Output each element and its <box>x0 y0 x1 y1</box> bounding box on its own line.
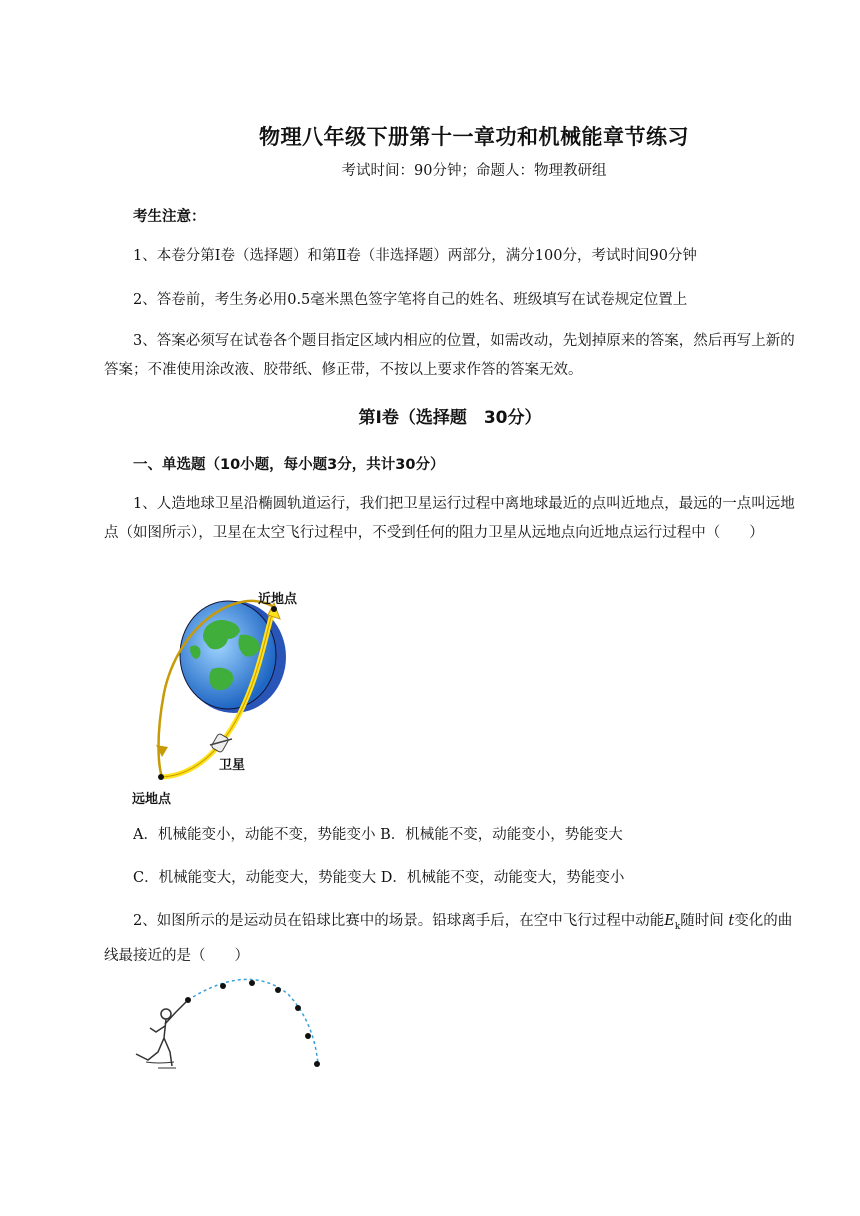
shot-position-5 <box>295 1005 301 1011</box>
shot-put-illustration <box>128 972 328 1074</box>
satellite-orbit-figure <box>128 585 318 805</box>
notice-item-2: 2、答卷前，考生务必用0.5毫米黑色签字笔将自己的姓名、班级填写在试卷规定位置上 <box>133 292 688 308</box>
perigee-label: 近地点 <box>258 592 298 607</box>
shot-position-4 <box>275 987 281 993</box>
ek-subscript: k <box>674 921 681 932</box>
question-2-stem-part2: 随时间 <box>680 913 724 929</box>
question-2-stem-part3: 变化的曲线最接近的是（ ） <box>104 913 793 964</box>
shot-position-6 <box>305 1033 311 1039</box>
trajectory-curve <box>188 979 318 1064</box>
exam-info: 考试时间：90分钟；命题人：物理教研组 <box>341 163 607 179</box>
notice-title: 考生注意： <box>133 209 206 225</box>
t-symbol: t <box>728 913 735 929</box>
notice-item-3: 3、答案必须写在试卷各个题目指定区域内相应的位置，如需改动，先划掉原来的答案，然后再写上新的答案；不准使用涂改液、胶带纸、修正带，不按以上要求作答的答案无效。 <box>104 333 795 378</box>
page-title: 物理八年级下册第十一章功和机械能章节练习 <box>259 125 689 149</box>
shot-position-7 <box>314 1061 320 1067</box>
shot-position-2 <box>220 983 226 989</box>
shot-put-figure <box>128 972 328 1074</box>
athlete-icon <box>136 1000 188 1068</box>
ek-symbol: E <box>664 913 675 929</box>
question-2-stem <box>104 907 804 971</box>
shot-position-1 <box>185 997 191 1003</box>
part-title: 一、单选题（10小题，每小题3分，共计30分） <box>133 457 445 473</box>
question-1-options-cd: C．机械能变大，动能变大，势能变大 D．机械能不变，动能变大，势能变小 <box>133 870 625 886</box>
shot-position-3 <box>249 980 255 986</box>
apogee-dot <box>158 774 164 780</box>
satellite-label: 卫星 <box>219 758 246 773</box>
question-1-options-ab: A．机械能变小，动能不变，势能变小 B．机械能不变，动能变小，势能变大 <box>133 827 623 843</box>
section-title: 第Ⅰ卷（选择题 30分） <box>358 408 542 428</box>
question-2-stem-part1: 2、如图所示的是运动员在铅球比赛中的场景。铅球离手后，在空中飞行过程中动能 <box>133 913 665 929</box>
question-1-stem: 1、人造地球卫星沿椭圆轨道运行，我们把卫星运行过程中离地球最近的点叫近地点，最远的一点叫远地点（如图所示），卫星在太空飞行过程中，不受到任何的阻力卫星从远地点向近地点运行过程中（ ） <box>104 496 795 541</box>
notice-item-1: 1、本卷分第Ⅰ卷（选择题）和第Ⅱ卷（非选择题）两部分，满分100分，考试时间90分钟 <box>133 248 697 264</box>
apogee-label: 远地点 <box>132 792 172 807</box>
